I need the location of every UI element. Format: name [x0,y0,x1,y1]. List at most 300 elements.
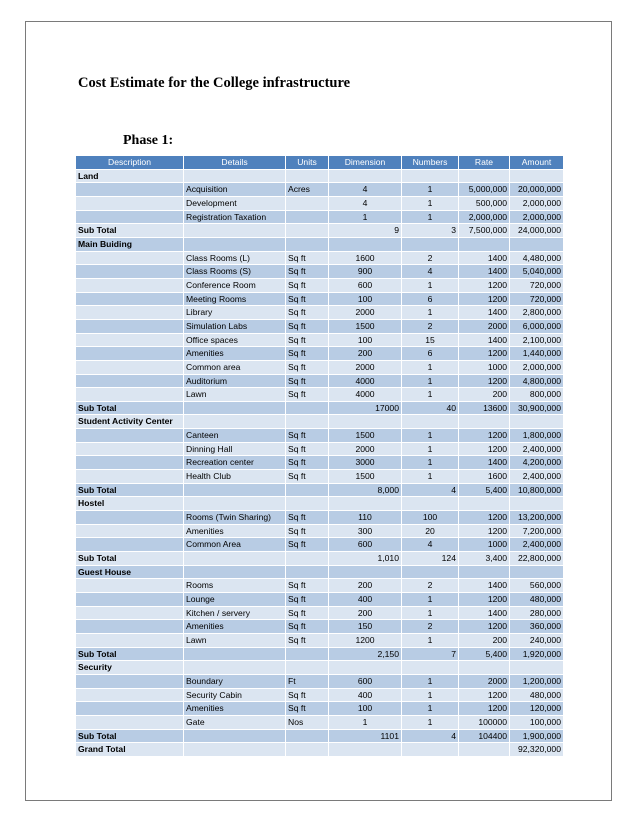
description-cell [76,470,184,484]
item-row [76,620,564,634]
amount-cell: 2,400,000 [510,538,564,552]
units-cell: Sq ft [286,347,329,361]
dimension-cell: 300 [329,524,402,538]
details-cell: Rooms (Twin Sharing) [184,511,286,525]
units-cell: Sq ft [286,456,329,470]
dimension-cell: 600 [329,278,402,292]
subtotal-amount: 1,920,000 [510,647,564,661]
dimension-cell: 400 [329,688,402,702]
details-cell: Common Area [184,538,286,552]
amount-cell: 20,000,000 [510,183,564,197]
dimension-cell: 900 [329,265,402,279]
amount-cell: 4,200,000 [510,456,564,470]
table-header-row [76,156,564,170]
header-description: Description [76,156,184,170]
empty-cell [184,169,286,183]
item-row [76,251,564,265]
units-cell: Acres [286,183,329,197]
amount-cell: 6,000,000 [510,319,564,333]
description-cell [76,442,184,456]
subtotal-row [76,401,564,415]
units-cell: Sq ft [286,606,329,620]
empty-cell [510,169,564,183]
dimension-cell: 1600 [329,251,402,265]
subtotal-dimension: 1101 [329,729,402,743]
numbers-cell: 1 [402,360,459,374]
rate-cell: 1200 [459,374,510,388]
details-cell: Lawn [184,633,286,647]
details-cell: Lawn [184,388,286,402]
header-units: Units [286,156,329,170]
rate-cell: 1400 [459,606,510,620]
empty-cell [459,237,510,251]
description-cell [76,579,184,593]
rate-cell: 200 [459,633,510,647]
grand-total-row [76,743,564,757]
item-row [76,688,564,702]
item-row [76,292,564,306]
item-row [76,606,564,620]
description-cell [76,429,184,443]
details-cell: Common area [184,360,286,374]
subtotal-dimension: 17000 [329,401,402,415]
numbers-cell: 1 [402,633,459,647]
empty-cell [402,169,459,183]
empty-cell [402,415,459,429]
description-cell [76,674,184,688]
units-cell: Ft [286,674,329,688]
amount-cell: 280,000 [510,606,564,620]
rate-cell: 1400 [459,456,510,470]
subtotal-rate: 5,400 [459,647,510,661]
section-label: Security [76,661,184,675]
numbers-cell: 15 [402,333,459,347]
numbers-cell: 2 [402,620,459,634]
empty-cell [286,729,329,743]
amount-cell: 720,000 [510,292,564,306]
item-row [76,442,564,456]
empty-cell [184,743,286,757]
header-details: Details [184,156,286,170]
empty-cell [184,729,286,743]
empty-cell [402,237,459,251]
rate-cell: 1000 [459,360,510,374]
details-cell: Health Club [184,470,286,484]
amount-cell: 360,000 [510,620,564,634]
section-row [76,661,564,675]
empty-cell [184,647,286,661]
empty-cell [184,415,286,429]
subtotal-row [76,729,564,743]
empty-cell [329,237,402,251]
rate-cell: 1200 [459,688,510,702]
empty-cell [286,565,329,579]
section-label: Land [76,169,184,183]
rate-cell: 1200 [459,292,510,306]
item-row [76,319,564,333]
amount-cell: 13,200,000 [510,511,564,525]
header-rate: Rate [459,156,510,170]
description-cell [76,306,184,320]
units-cell: Sq ft [286,593,329,607]
amount-cell: 7,200,000 [510,524,564,538]
amount-cell: 4,480,000 [510,251,564,265]
details-cell: Amenities [184,702,286,716]
amount-cell: 1,440,000 [510,347,564,361]
amount-cell: 4,800,000 [510,374,564,388]
subtotal-row [76,647,564,661]
description-cell [76,633,184,647]
details-cell: Canteen [184,429,286,443]
amount-cell: 2,000,000 [510,360,564,374]
item-row [76,306,564,320]
grand-total-amount: 92,320,000 [510,743,564,757]
empty-cell [402,743,459,757]
dimension-cell: 200 [329,606,402,620]
description-cell [76,620,184,634]
amount-cell: 240,000 [510,633,564,647]
rate-cell: 1200 [459,593,510,607]
section-row [76,565,564,579]
empty-cell [459,169,510,183]
item-row [76,470,564,484]
dimension-cell: 4 [329,183,402,197]
units-cell: Sq ft [286,688,329,702]
header-amount: Amount [510,156,564,170]
phase-heading: Phase 1: [123,133,174,148]
subtotal-label: Sub Total [76,401,184,415]
document-title: Cost Estimate for the College infrastructure [78,75,351,91]
empty-cell [459,415,510,429]
units-cell: Sq ft [286,442,329,456]
units-cell: Sq ft [286,319,329,333]
section-label: Guest House [76,565,184,579]
rate-cell: 200 [459,388,510,402]
details-cell: Class Rooms (S) [184,265,286,279]
rate-cell: 100000 [459,715,510,729]
units-cell: Sq ft [286,511,329,525]
empty-cell [510,415,564,429]
units-cell: Sq ft [286,333,329,347]
dimension-cell: 100 [329,702,402,716]
rate-cell: 1200 [459,524,510,538]
dimension-cell: 2000 [329,306,402,320]
subtotal-rate: 7,500,000 [459,224,510,238]
subtotal-numbers: 40 [402,401,459,415]
empty-cell [286,224,329,238]
numbers-cell: 2 [402,251,459,265]
empty-cell [329,169,402,183]
empty-cell [510,237,564,251]
section-row [76,415,564,429]
empty-cell [184,483,286,497]
numbers-cell: 1 [402,183,459,197]
numbers-cell: 1 [402,306,459,320]
item-row [76,265,564,279]
rate-cell: 1400 [459,333,510,347]
numbers-cell: 1 [402,442,459,456]
description-cell [76,456,184,470]
empty-cell [184,552,286,566]
numbers-cell: 1 [402,210,459,224]
details-cell: Boundary [184,674,286,688]
details-cell: Lounge [184,593,286,607]
description-cell [76,374,184,388]
subtotal-rate: 104400 [459,729,510,743]
item-row [76,715,564,729]
subtotal-numbers: 3 [402,224,459,238]
subtotal-label: Sub Total [76,647,184,661]
units-cell: Sq ft [286,524,329,538]
amount-cell: 480,000 [510,688,564,702]
numbers-cell: 1 [402,674,459,688]
amount-cell: 480,000 [510,593,564,607]
section-row [76,237,564,251]
details-cell: Rooms [184,579,286,593]
units-cell: Sq ft [286,538,329,552]
numbers-cell: 1 [402,196,459,210]
numbers-cell: 1 [402,374,459,388]
numbers-cell: 2 [402,579,459,593]
units-cell: Sq ft [286,620,329,634]
dimension-cell: 100 [329,292,402,306]
description-cell [76,360,184,374]
empty-cell [459,661,510,675]
units-cell: Nos [286,715,329,729]
units-cell: Sq ft [286,374,329,388]
section-row [76,169,564,183]
item-row [76,333,564,347]
empty-cell [459,497,510,511]
subtotal-row [76,552,564,566]
item-row [76,456,564,470]
empty-cell [286,401,329,415]
rate-cell: 1000 [459,538,510,552]
description-cell [76,333,184,347]
empty-cell [459,565,510,579]
grand-total-label: Grand Total [76,743,184,757]
numbers-cell: 20 [402,524,459,538]
numbers-cell: 1 [402,470,459,484]
rate-cell: 1600 [459,470,510,484]
details-cell: Recreation center [184,456,286,470]
subtotal-label: Sub Total [76,483,184,497]
dimension-cell: 1 [329,715,402,729]
rate-cell: 1400 [459,251,510,265]
subtotal-numbers: 4 [402,483,459,497]
rate-cell: 1200 [459,442,510,456]
dimension-cell: 200 [329,347,402,361]
subtotal-label: Sub Total [76,729,184,743]
numbers-cell: 1 [402,593,459,607]
section-label: Main Buiding [76,237,184,251]
amount-cell: 5,040,000 [510,265,564,279]
section-row [76,497,564,511]
dimension-cell: 1500 [329,429,402,443]
subtotal-dimension: 9 [329,224,402,238]
subtotal-row [76,483,564,497]
table-body [76,169,564,756]
description-cell [76,251,184,265]
subtotal-rate: 3,400 [459,552,510,566]
numbers-cell: 1 [402,278,459,292]
subtotal-dimension: 1,010 [329,552,402,566]
subtotal-dimension: 8,000 [329,483,402,497]
amount-cell: 2,800,000 [510,306,564,320]
item-row [76,388,564,402]
item-row [76,674,564,688]
empty-cell [402,661,459,675]
details-cell: Acquisition [184,183,286,197]
details-cell: Class Rooms (L) [184,251,286,265]
amount-cell: 2,000,000 [510,196,564,210]
item-row [76,210,564,224]
section-label: Student Activity Center [76,415,184,429]
units-cell: Sq ft [286,251,329,265]
amount-cell: 2,400,000 [510,442,564,456]
item-row [76,702,564,716]
dimension-cell: 600 [329,538,402,552]
numbers-cell: 1 [402,456,459,470]
subtotal-amount: 10,800,000 [510,483,564,497]
numbers-cell: 6 [402,292,459,306]
amount-cell: 100,000 [510,715,564,729]
subtotal-amount: 24,000,000 [510,224,564,238]
rate-cell: 1200 [459,702,510,716]
subtotal-amount: 30,900,000 [510,401,564,415]
rate-cell: 500,000 [459,196,510,210]
subtotal-numbers: 7 [402,647,459,661]
rate-cell: 1400 [459,265,510,279]
description-cell [76,702,184,716]
description-cell [76,511,184,525]
dimension-cell: 600 [329,674,402,688]
empty-cell [184,565,286,579]
rate-cell: 1200 [459,511,510,525]
section-label: Hostel [76,497,184,511]
amount-cell: 1,200,000 [510,674,564,688]
dimension-cell: 4 [329,196,402,210]
details-cell: Office spaces [184,333,286,347]
subtotal-numbers: 4 [402,729,459,743]
amount-cell: 560,000 [510,579,564,593]
numbers-cell: 4 [402,265,459,279]
units-cell: Sq ft [286,292,329,306]
rate-cell: 1200 [459,620,510,634]
rate-cell: 1200 [459,429,510,443]
description-cell [76,715,184,729]
amount-cell: 1,800,000 [510,429,564,443]
empty-cell [286,743,329,757]
dimension-cell: 1500 [329,319,402,333]
empty-cell [286,237,329,251]
description-cell [76,606,184,620]
numbers-cell: 6 [402,347,459,361]
description-cell [76,688,184,702]
empty-cell [286,497,329,511]
units-cell: Sq ft [286,278,329,292]
amount-cell: 120,000 [510,702,564,716]
subtotal-amount: 1,900,000 [510,729,564,743]
description-cell [76,388,184,402]
item-row [76,278,564,292]
empty-cell [329,415,402,429]
units-cell: Sq ft [286,579,329,593]
empty-cell [184,224,286,238]
dimension-cell: 3000 [329,456,402,470]
amount-cell: 800,000 [510,388,564,402]
empty-cell [184,497,286,511]
details-cell: Conference Room [184,278,286,292]
numbers-cell: 2 [402,319,459,333]
item-row [76,196,564,210]
numbers-cell: 4 [402,538,459,552]
subtotal-label: Sub Total [76,552,184,566]
dimension-cell: 1200 [329,633,402,647]
rate-cell: 2000 [459,319,510,333]
rate-cell: 1200 [459,278,510,292]
units-cell: Sq ft [286,633,329,647]
dimension-cell: 4000 [329,374,402,388]
empty-cell [184,237,286,251]
empty-cell [286,552,329,566]
details-cell: Meeting Rooms [184,292,286,306]
units-cell: Sq ft [286,470,329,484]
empty-cell [286,415,329,429]
details-cell: Security Cabin [184,688,286,702]
details-cell: Auditorium [184,374,286,388]
dimension-cell: 4000 [329,388,402,402]
units-cell: Sq ft [286,388,329,402]
dimension-cell: 1500 [329,470,402,484]
numbers-cell: 1 [402,388,459,402]
numbers-cell: 1 [402,688,459,702]
description-cell [76,183,184,197]
description-cell [76,347,184,361]
empty-cell [459,743,510,757]
empty-cell [329,743,402,757]
header-dimension: Dimension [329,156,402,170]
units-cell: Sq ft [286,306,329,320]
amount-cell: 2,100,000 [510,333,564,347]
description-cell [76,278,184,292]
dimension-cell: 110 [329,511,402,525]
details-cell: Gate [184,715,286,729]
description-cell [76,593,184,607]
item-row [76,579,564,593]
item-row [76,593,564,607]
details-cell: Kitchen / servery [184,606,286,620]
subtotal-label: Sub Total [76,224,184,238]
description-cell [76,538,184,552]
empty-cell [286,647,329,661]
item-row [76,360,564,374]
details-cell: Registration Taxation [184,210,286,224]
empty-cell [510,565,564,579]
dimension-cell: 150 [329,620,402,634]
units-cell: Sq ft [286,702,329,716]
subtotal-numbers: 124 [402,552,459,566]
dimension-cell: 200 [329,579,402,593]
dimension-cell: 1 [329,210,402,224]
rate-cell: 2,000,000 [459,210,510,224]
description-cell [76,265,184,279]
numbers-cell: 1 [402,702,459,716]
item-row [76,511,564,525]
empty-cell [402,565,459,579]
item-row [76,183,564,197]
details-cell: Simulation Labs [184,319,286,333]
